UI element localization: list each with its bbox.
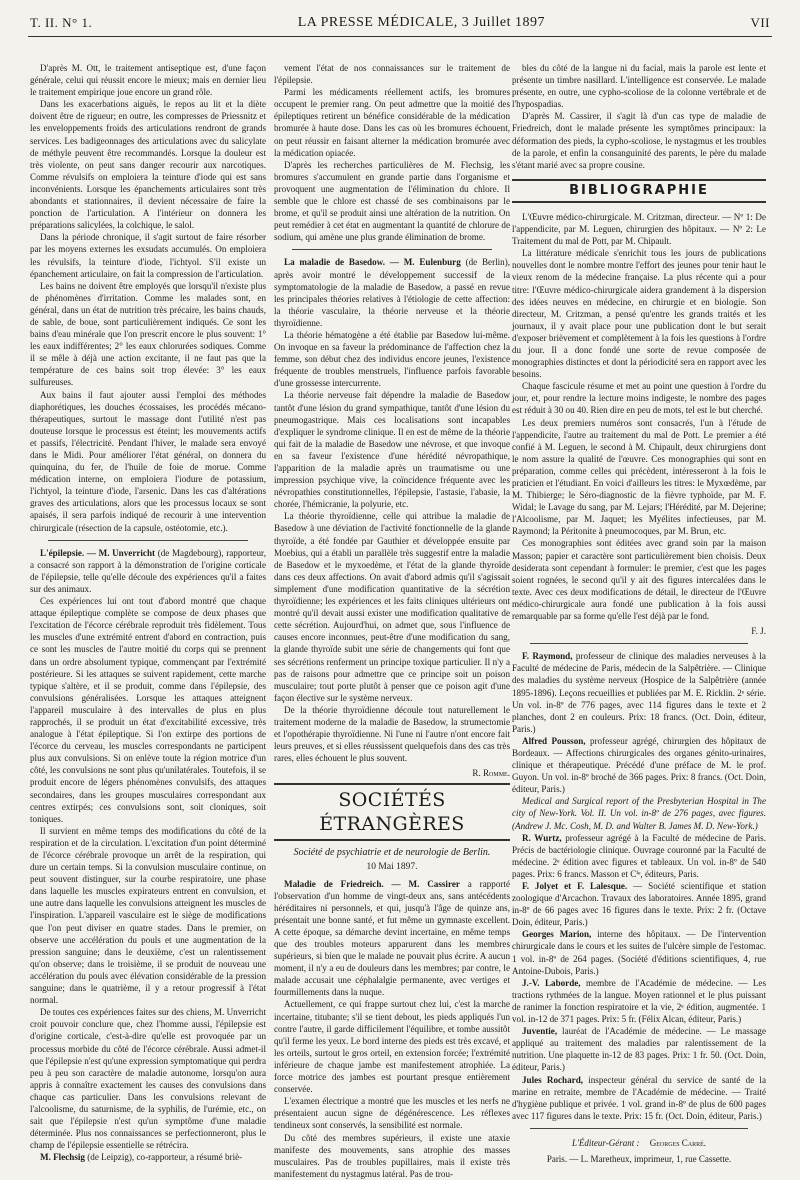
- paragraph: Aux bains il faut ajouter aussi l'emploi des méthodes diaphorétiques, les douches écossaises, les procédés mécano-thérapeutiques, surtout le massage dont l'utilité n'est pas douteuse lorsque le processus est éteint; les mouvements actifs et passifs, l'électricité. Pendant l'hiver, le malade sera envoyé dans le Midi. Pour améliorer l'état général, on donnera du quinquina, du fer, de l'huile de foie de morue. Comme médication interne, on emploiera l'iodure de potassium, l'ichtyol, la teinture d'iode, l'arsenic. Dans les cas d'altérations graves des articulations, alors que les processus locaux se sont apaisés, il sera parfois indiqué de recourir à une intervention chirurgicale (résection de la capsule, ostéotomie, etc.).: [30, 389, 266, 533]
- paragraph: a consacré son rapport à la démonstration de l'origine corticale de l'épilepsie, telle qu'elle découle des expériences qu'il a faites sur des animaux.: [30, 559, 266, 594]
- paragraph: La théorie thyroïdienne, celle qui attribue la maladie de Basedow à une déviation de l'activité fonctionnelle de la glande thyroïde, a été fondée par Gauthier et développée ensuite par Moebius, qui a établi un parallèle très suggestif entre la maladie de Basedow et le myxoedème, et l'état de la glande thyroïde dans ces deux affections. On avait d'abord admis qu'il s'agissait simplement d'une modification quantitative de la sécrétion thyroïdienne; les expériences et les faits cliniques ultérieurs ont montré qu'il devait aussi exister une modification qualitative de cette sécrétion. Aujourd'hui, on admet que, sous l'influence de causes encore inconnues, peut-être d'une modification du sang, la glande thyroïde subit une série de changements qui font que ses sécrétions renferment un principe toxique particulier. Il n'y a pas de raisons pour admettre que ce principe soit un poison musculaire; tout porte plutôt à penser que ce poison agit d'une façon élective sur le système nerveux.: [274, 511, 510, 703]
- paragraph: D'après les recherches particulières de M. Flechsig, les bromures s'accumulent en grande partie dans l'organisme et provoquent une augmentation de l'élimination du chlore. Il semble que le chlore est chassé de ses combinaisons par le brome, et qu'il se produit ainsi une altération de la nutrition. On peut remédier à cet état en augmentant la quantité de chlorure de sodium, qui amène une plus grande élimination de brome.: [274, 159, 510, 243]
- paragraph: La théorie hématogène a été établie par Basedow lui-même. On invoque en sa faveur la prédominance de l'affection chez la femme, son début chez des individus encore jeunes, l'existence fréquente de troubles menstruels, l'influence parfois favorable d'une grossesse intercurrente.: [274, 329, 510, 389]
- entry-author: Georges Marion,: [522, 929, 592, 940]
- last-paragraph: [30, 1151, 266, 1163]
- epilepsy-author-place: (de Magdebourg), rapporteur,: [157, 547, 266, 558]
- paragraph: L'examen électrique a montré que les muscles et les nerfs ne présentaient aucun signe de dégénérescence. Les réflexes tendineux sont conservés, la sensibilité est normale.: [274, 1096, 510, 1131]
- entry-text: Medical and Surgical report of the Presbyterian Hospital in The city of New-York. Vol. II. Un vol. in-8º de 276 pages, avec figures. (Andrew J. Mc. Cosh, M. D. and Walter B. James M. D. New-York.): [512, 796, 766, 831]
- section-title-societies: SOCIÉTÉS ÉTRANGÈRES: [274, 783, 510, 841]
- epilepsy-intro: [30, 547, 266, 595]
- entry-author: J.-V. Laborde,: [522, 977, 581, 988]
- paragraph: Dans les exacerbations aiguës, le repos au lit et la diète doivent être de rigueur; en outre, les compresses de Priessnitz et les enveloppements froids des articulations rendront de grands services. Les badigeonnages des articulations avec du salicylate de méthyle peuvent être recommandés. Lorsque la douleur est très violente, on peut sans danger recourir aux narcotiques. Comme révulsifs on emploiera la teinture d'iode qui est sans inconvénients. Lorsque les épanchements articulaires sont très abondants et stationnaires, il devient nécessaire de faire la ponction de l'articulation. A l'intérieur on donnera les préparations salicylées, la colchique, le salol.: [30, 99, 266, 231]
- section-divider: [530, 1128, 748, 1129]
- paragraph: D'après M. Cassirer, il s'agit là d'un cas type de maladie de Friedreich, dont le malade présente les symptômes principaux: la déformation des pieds, la cypho-scoliose, le nystagmus et les troubles de la parole, et enfin la consanguinité des parents, le père du malade s'étant marié avec sa propre cousine.: [512, 111, 766, 170]
- entry-author: F. Jolyet et F. Lalesque.: [522, 881, 628, 891]
- section-heading-basedow: La maladie de Basedow.: [284, 257, 386, 268]
- basedow-intro: [274, 256, 510, 329]
- page-number: VII: [750, 15, 770, 30]
- bibliography-entry: [512, 1025, 766, 1073]
- bibliography-entry: [512, 832, 766, 880]
- paragraph: D'après M. Ott, le traitement antiseptique est, d'une façon générale, celui qui réussit encore le mieux; mais en dernier lieu le traitement empirique joue encore un grand rôle.: [30, 63, 266, 98]
- entry-text: professeur agrégé à la Faculté de médecine de Paris. Précis de bactériologie clinique. Ouvrage couronné par la Faculté de médecine. 2ᵉ édition avec figures et tableaux. Un vol. in-8º de 540 pages. Prix: 6 francs. Masson et Cⁱᵉ, éditeurs, Paris.: [512, 832, 766, 879]
- basedow-author: — M. Eulenburg: [389, 257, 461, 268]
- entry-author: F. Raymond,: [522, 651, 573, 662]
- bibliography-entry: [512, 795, 766, 831]
- entry-text: professeur de clinique des maladies nerveuses à la Faculté de médecine de Paris, médecin de la Salpêtrière. — Clinique des maladies du système nerveux (Hospice de la Salpêtrière (année 1895-1896). Leçons recueillies et publiées par M. E. Ricklin. 2ᵉ série. Un vol. in-8º de 776 pages, avec 114 figures dans le texte et 2 planches, dont 2 en couleurs. Prix: 18 francs. (Oct. Doin, éditeur, Paris.): [512, 651, 766, 734]
- paragraph: Actuellement, ce qui frappe surtout chez lui, c'est la marche incertaine, titubante; s'il se tient debout, les pieds appliqués l'un contre l'autre, il garde difficilement l'équilibre, et tombe aussitôt qu'il ferme les yeux. Le bord interne des pieds est très excavé, et les orteils, surtout le gros orteil, en extension forcée; l'extrémité inférieure de chaque jambe est manifestement atrophiée. La force motrice des jambes est pourtant presque entièrement conservée.: [274, 999, 510, 1095]
- bibliography-signature: F. J.: [751, 626, 766, 637]
- bibliography-entry: [512, 1074, 766, 1122]
- paragraph: De toutes ces expériences faites sur des chiens, M. Unverricht croit pouvoir conclure que, chez l'homme aussi, l'épilepsie est d'origine corticale, c'est-à-dire qu'elle est provoquée par un processus morbide du côté de l'écorce cérébrale. Aussi admet-il que l'épilepsie n'est qu'une expression symptomatique qui perdra peu à peu son caractère de maladie autonome, lorsqu'on aura appris à connaître exactement les causes des convulsions dans chaque cas particulier. Dans les convulsions relevant de l'alcoolisme, du saturnisme, de la syphilis, de l'urémie, etc., on sait que l'épilepsie n'est qu'un symptôme d'une maladie déterminée. Plus nos connaissances se perfectionneront, plus le champ de l'épilepsie essentielle se rétrécira.: [30, 1007, 266, 1151]
- printer-imprint: Paris. — L. Maretheux, imprimeur, 1, rue Cassette.: [546, 1153, 732, 1164]
- paragraph: vement l'état de nos connaissances sur le traitement de l'épilepsie.: [274, 63, 510, 86]
- entry-text: interne des hôpitaux. — De l'intervention chirurgicale dans le cours et les suites de l'ulcère simple de l'estomac. 1 vol. in-8º de 264 pages. (Société d'éditions scientifiques, 4, rue Antoine-Dubois, Paris.): [512, 929, 766, 976]
- paragraph: bles du côté de la langue ni du facial, mais la parole est lente et présente un timbre nasillard. L'intelligence est conservée. Le malade présente, en outre, une cypho-scoliose de la colonne vertébrale et de l'hypospadias.: [512, 63, 766, 110]
- paragraph: Ces monographies sont éditées avec grand soin par la maison Masson; papier et caractère sont particulièrement bien choisis. Deux desiderata sont cependant à formuler: le premier, c'est que les pages soient rognées, le second qu'il y ait des figures intercalées dans le texte. Avec ces deux modifications de détail, le directeur de l'Œuvre médico-chirurgicale aura fondé une publication à la fois aussi remarquable par sa forme qu'elle l'est déjà par le fond.: [512, 538, 766, 622]
- co-rapporteur-name: M. Flechsig: [40, 1152, 85, 1163]
- paragraph: Chaque fascicule résume et met au point une question à l'ordre du jour, et, pour rendre la lecture moins indigeste, le nombre des pages est réduit à 30 ou 40. Rien dire en peu de mots, tel est le but cherché.: [512, 381, 766, 416]
- bibliography-entry: [512, 880, 766, 928]
- column-1: [30, 62, 266, 1163]
- paragraph: La littérature médicale s'enrichit tous les jours de publications nouvelles dont le nombre montre l'effort des jeunes pour tenir haut le vieux renom de la médecine française. La plus récente qui a pour titre: l'Œuvre médico-chirurgicale aidera grandement à la dispersion des idées neuves en médecine, en chirurgie et en biologie. Son directeur, M. Critzman, a pensé qu'entre les grands traités et les journaux, il y avait place pour une publication dont le but serait d'exposer brièvement et complètement à la fois les questions à l'ordre du jour. Il a donc fondé une sorte de revue composée de monographies distinctes et dont la périodicité sera en rapport avec les besoins.: [512, 248, 766, 380]
- friedreich-intro: [274, 878, 510, 999]
- editor-label: L'Éditeur-Gérant :: [571, 1137, 640, 1148]
- paragraph: De la théorie thyroïdienne découle tout naturellement le traitement moderne de la maladie de Basedow, la strumectomie et l'opothérapie thyroïdienne. Ni l'une ni l'autre n'ont encore fait leurs preuves, et si elles réussissent quelquefois dans des cas très rares, elles échouent le plus souvent.: [274, 704, 510, 764]
- section-heading-friedreich: Maladie de Friedreich.: [284, 878, 384, 889]
- entry-author: Jules Rochard,: [522, 1074, 584, 1085]
- bibliography-entry: [512, 650, 766, 735]
- entry-author: R. Wurtz,: [522, 832, 562, 843]
- entry-text: membre de l'Académie de médecine. — Les tractions rythmées de la langue. Moyen rationnel et le plus puissant de ranimer la fonction respiratoire et la vie, 2ᵉ édition, augmentée. 1 vol. in-12 de 371 pages. Prix: 5 fr. (Félix Alcan, éditeur, Paris.): [512, 977, 766, 1025]
- meeting-date: 10 Mai 1897.: [366, 862, 418, 873]
- entry-text: lauréat de l'Académie de médecine. — Le massage appliqué au traitement des maladies par ralentissement de la nutrition. Une plaquette in-12 de 83 pages. Prix: 1 fr. 50. (Oct. Doin, éditeur, Paris.): [512, 1026, 766, 1073]
- paragraph: (de Berlin), après avoir montré le développement successif de la symptomatologie de la maladie de Basedow, a passé en revue les principales théories relatives à l'étiologie de cette affection: la théorie vasculaire, la théorie nerveuse et la théorie thyroïdienne.: [274, 257, 511, 328]
- entry-author: Juventie,: [522, 1026, 558, 1037]
- entry-text: inspecteur général du service de santé de la marine en retraite, membre de l'Académie de médecine. — Traité d'hygiène publique et privée. 1 vol. grand in-8º de plus de 600 pages avec 117 figures dans le texte. Prix: 15 fr. (Oct. Doin, éditeur, Paris.): [512, 1074, 766, 1121]
- section-heading-epilepsy: L'épilepsie.: [40, 547, 85, 558]
- column-2: [274, 62, 511, 1179]
- section-divider: [292, 249, 492, 250]
- society-name: Société de psychiatrie et de neurologie de Berlin.: [293, 847, 491, 859]
- paragraph: Ces expériences lui ont tout d'abord montré que chaque attaque épileptique complète se compose de deux phases que l'excitation de l'écorce cérébrale reproduit très fidèlement. Tous les muscles d'une extrémité entrent d'abord en contraction, puis ce sont les muscles de l'autre moitié du corps qui se prennent dans un ordre absolument typique, commençant par l'extrémité postérieure. Si les attaques se suivent rapidement, cette marche typique s'altère, et il se produit, comme dans l'épilepsie, des convulsions généralisées. Lorsque les attaques atteignent l'appareil musculaire à des intervalles de plus en plus rapprochés, il se produit un état d'excitabilité excessive, très analogue à l'état épileptique. Si l'on extirpe des portions de l'écorce du cerveau, les muscles correspondants ne participent plus aux convulsions. Si on enlève toute la région motrice d'un côté, les convulsions ne sont plus qu'unilatérales. Toutefois, il se produit encore de légers phénomènes convulsifs, des attaques secondaires, dans les groupes musculaires correspondant aux centres extirpés; ces convulsions sont, soit cloniques, soit toniques.: [30, 596, 266, 824]
- bibliography-entry: [512, 735, 766, 795]
- paragraph: L'Œuvre médico-chirurgicale. M. Critzman, directeur. — Nº 1: De l'appendicite, par M. Leguen, chirurgien des hôpitaux. — Nº 2: Le Traitement du mal de Pott, par M. Chipault.: [512, 211, 766, 247]
- running-head: [30, 12, 770, 34]
- paragraph: La théorie nerveuse fait dépendre la maladie de Basedow tantôt d'une lésion du grand sympathique, tantôt d'une lésion du pneumogastrique. Mais ces localisations sont incapables d'expliquer le syndrome clinique. Il en est de même de la théorie qui fait de la maladie de Basedow une névrose, et que invoque en sa faveur l'existence d'une hérédité névropathique, l'apparition de la maladie après un traumatisme ou une impression psychique vive, la coïncidence fréquente avec les névropathies constitutionnelles, l'épilepsie, l'astasie, l'abasie, la chorée, l'hémicranie, la polyurie, etc.: [274, 390, 510, 510]
- entry-text: professeur agrégé, chirurgien des hôpitaux de Bordeaux. — Affections chirurgicales des organes génito-urinaires, clinique et thérapeutique. Précédé d'une préface de M. le prof. Guyon. Un vol. in-8º broché de 366 pages. Prix: 8 francs. (Oct. Doin, éditeur, Paris.): [512, 735, 767, 795]
- entry-text: — Société scientifique et station zoologique d'Arcachon. Travaux des laboratoires. Année 1895, grand in-8º de 66 pages avec 16 figures dans le texte. Prix: 2 fr. (Octave Doin, éditeur, Paris.): [512, 881, 766, 928]
- co-rapporteur-text: (de Leipzig), co-rapporteur, a résumé briè-: [87, 1152, 243, 1163]
- entry-author: Alfred Pousson,: [522, 735, 586, 746]
- header-rule: [28, 36, 772, 37]
- paragraph: Les bains ne doivent être employés que lorsqu'il n'existe plus de phénomènes d'irritation. Comme les malades sont, en général, dans un état de nutrition très précaire, les bains chauds, de sable, de boue, sont particulièrement indiqués. Ce sont les bains d'eau minérale que l'on prescrit encore le plus souvent: 1° les eaux indifférentes; 2° les eaux chlorurées sodiques. Comme il se mêle à déjà une action excitante, il ne faut pas que la température de ces bains soit trop élevée: 3° les eaux sulfureuses.: [30, 280, 266, 388]
- section-divider: [530, 643, 748, 644]
- article-signature: R. Romme.: [472, 768, 510, 779]
- section-title-bibliography: BIBLIOGRAPHIE: [512, 179, 766, 203]
- friedreich-author: — M. Cassirer: [391, 878, 460, 889]
- bibliography-entry: [512, 977, 766, 1025]
- paragraph: Du côté des membres supérieurs, il existe une ataxie manifeste des mouvements, sans atrophie des masses musculaires. Pas de troubles pupillaires, mais il existe très manifestement du nystagmus latéral. Pas de trou-: [274, 1132, 510, 1179]
- bibliography-entry: [512, 928, 766, 976]
- paragraph: a rapporté l'observation d'un homme de vingt-deux ans, sans antécédents héréditaires ni personnels, et qui, jusqu'à l'âge de quinze ans, présentait une bonne santé, et fut même un gymnaste excellent. A cette époque, sa démarche devint incertaine, en même temps que des troubles moteurs apparurent dans les membres supérieurs, si bien que le malade ne pouvait plus écrire. A aucun moment, il n'y a eu de douleurs dans les membres; par contre, le malade accusait une céphalalgie permanente, avec vertiges et fourmillements dans la nuque.: [274, 878, 510, 998]
- editor-name: Georges Carré.: [649, 1137, 707, 1148]
- paragraph: Parmi les médicaments réellement actifs, les bromures occupent le premier rang. On peut admettre que la moitié des épileptiques retirent un bénéfice considérable de la médication bromurée à haute dose. Dans les cas où les bromures échouent, on peut réussir en faisant alterner la médication bromurée avec la médication opiacée.: [274, 87, 510, 158]
- column-3: [512, 62, 767, 1164]
- paragraph: Les deux premiers numéros sont consacrés, l'un à l'étude de l'appendicite, l'autre au traitement du mal de Pott. Le premier a été confié à M. Leguen, le second à M. Chipault, deux chirurgiens dont le nom assure la qualité de l'œuvre. Ces monographies qui sont en préparation, comme celles qui précèdent, intéresseront à la fois le praticien et l'étudiant. En voici d'ailleurs les titres: le Myxœdème, par M. Thibierge; le Séro-diagnostic de la fièvre typhoïde, par M. F. Widal; le Lavage du sang, par M. Lejars; l'Hérédité, par M. Dejerine; l'Alcoolisme, par M. Jaquet; les Myélites infectieuses, par M. Raymond; la Péritonite à pneumocoques, par M. Brun, etc.: [512, 417, 766, 537]
- section-divider: [48, 540, 248, 541]
- paragraph: Il survient en même temps des modifications du côté de la respiration et de la circulation. L'excitation d'un point déterminé de l'écorce cérébrale provoque un arrêt de la respiration, qui dure un certain temps. Si la convulsion musculaire continue, on peut souvent distinguer, sur la courbe respiratoire, une phase dans laquelle les muscles expirateurs entrent en convulsion, et une autre dans laquelle les convulsions atteignent les muscles de l'inspiration. L'appareil vasculaire est le siège de modifications que l'on peut diviser en quatre stades. Dans le premier, on observe une accélération du pouls et une augmentation de la pression sanguine; dans le deuxième, c'est un ralentissement qu'on observe; dans le troisième, il se produit de nouveau une accélération du pouls avec élévation considérable de la pression sanguine; dans le quatrième, il y a retour progressif à l'état normal.: [30, 825, 266, 1006]
- journal-title-date: LA PRESSE MÉDICALE, 3 Juillet 1897: [297, 15, 545, 30]
- paragraph: Dans la période chronique, il s'agit surtout de faire résorber par les moyens externes les exsudats accumulés. On emploiera les révulsifs, la teinture d'iode, l'ichtyol. S'il existe un épanchement articulaire, on fait la compression de l'articulation.: [30, 232, 266, 279]
- volume-number: T. II. N° 1.: [30, 15, 93, 30]
- editor-credit: [512, 1137, 766, 1149]
- epilepsy-author: — M. Unverricht: [86, 547, 156, 558]
